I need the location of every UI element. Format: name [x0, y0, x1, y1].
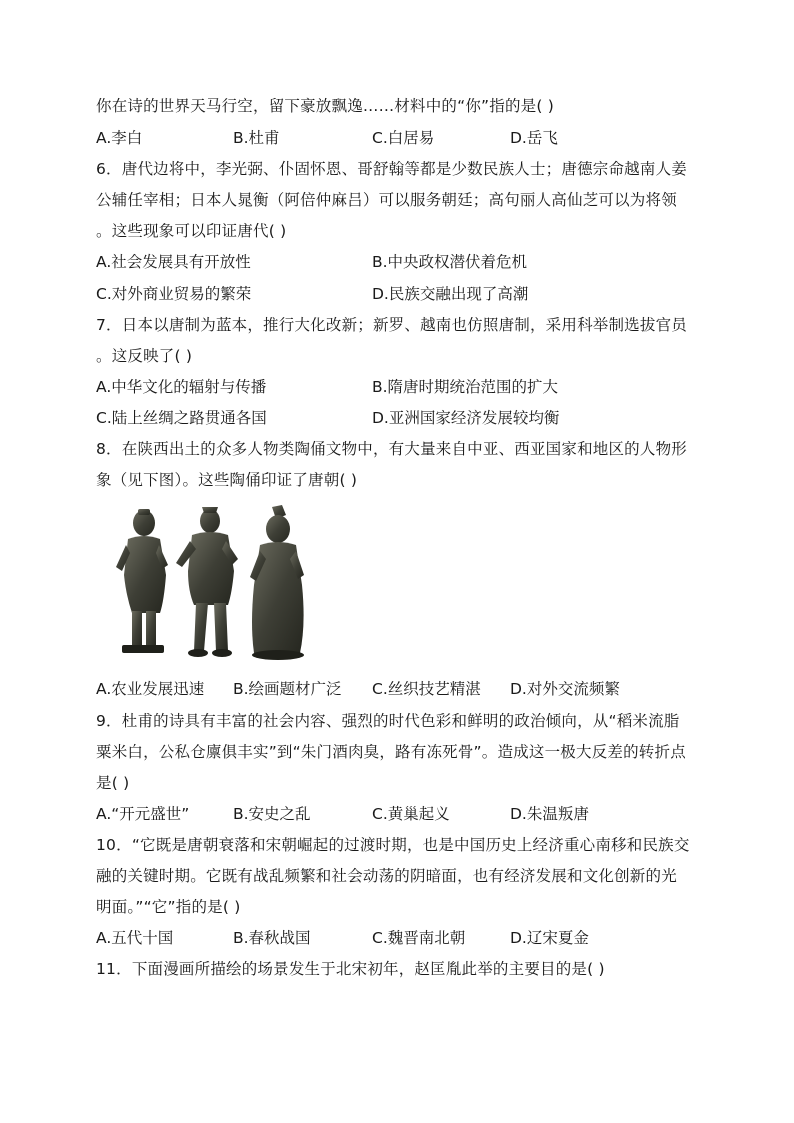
q7-option-a: A.中华文化的辐射与传播	[96, 378, 267, 396]
q9-option-a: A.“开元盛世”	[96, 805, 190, 823]
q10-option-d: D.辽宋夏金	[510, 929, 589, 947]
question-10-line-2: 融的关键时期。它既有战乱频繁和社会动荡的阴暗面，也有经济发展和文化创新的光	[96, 867, 677, 885]
q5-option-c: C.白居易	[372, 129, 435, 147]
q5-option-a: A.李白	[96, 129, 143, 147]
question-7-line-1: 7．日本以唐制为蓝本，推行大化改新；新罗、越南也仿照唐制，采用科举制选拔官员	[96, 316, 687, 334]
q10-option-a: A.五代十国	[96, 929, 174, 947]
q6-option-a: A.社会发展具有开放性	[96, 253, 251, 271]
question-9-line-1: 9．杜甫的诗具有丰富的社会内容、强烈的时代色彩和鲜明的政治倾向，从“稻米流脂	[96, 712, 680, 730]
q8-option-b: B.绘画题材广泛	[233, 680, 342, 698]
question-8-line-2: 象（见下图）。这些陶俑印证了唐朝( )	[96, 471, 358, 489]
q5-option-d: D.岳飞	[510, 129, 558, 147]
question-5-stem: 你在诗的世界天马行空，留下豪放飘逸……材料中的“你”指的是( )	[96, 97, 554, 115]
question-8-line-1: 8．在陕西出土的众多人物类陶俑文物中，有大量来自中亚、西亚国家和地区的人物形	[96, 440, 687, 458]
question-6-line-1: 6．唐代边将中，李光弼、仆固怀恩、哥舒翰等都是少数民族人士；唐德宗命越南人姜	[96, 160, 687, 178]
question-9-line-2: 粟米白，公私仓廪俱丰实”到“朱门酒肉臭，路有冻死骨”。造成这一极大反差的转折点	[96, 743, 686, 761]
q7-option-c: C.陆上丝绸之路贯通各国	[96, 409, 267, 427]
q8-option-d: D.对外交流频繁	[510, 680, 620, 698]
q6-option-c: C.对外商业贸易的繁荣	[96, 285, 252, 303]
question-10-line-1: 10．“它既是唐朝衰落和宋朝崛起的过渡时期，也是中国历史上经济重心南移和民族交	[96, 836, 690, 854]
question-6-line-3: 。这些现象可以印证唐代( )	[96, 222, 287, 240]
question-9-line-3: 是( )	[96, 774, 130, 792]
q6-option-b: B.中央政权潜伏着危机	[372, 253, 528, 271]
q5-option-b: B.杜甫	[233, 129, 280, 147]
figurine-3	[250, 505, 304, 660]
q7-option-d: D.亚洲国家经济发展较均衡	[372, 409, 560, 427]
q9-option-d: D.朱温叛唐	[510, 805, 589, 823]
question-11-line-1: 11．下面漫画所描绘的场景发生于北宋初年，赵匡胤此举的主要目的是( )	[96, 960, 605, 978]
q9-option-b: B.安史之乱	[233, 805, 311, 823]
q8-option-a: A.农业发展迅速	[96, 680, 205, 698]
question-10-line-3: 明面。”“它”指的是( )	[96, 898, 241, 916]
q8-option-c: C.丝织技艺精湛	[372, 680, 481, 698]
q10-option-c: C.魏晋南北朝	[372, 929, 466, 947]
pottery-figurines-image	[104, 505, 334, 665]
q10-option-b: B.春秋战国	[233, 929, 311, 947]
q7-option-b: B.隋唐时期统治范围的扩大	[372, 378, 559, 396]
question-6-line-2: 公辅任宰相；日本人晁衡（阿倍仲麻吕）可以服务朝廷；高句丽人高仙芝可以为将领	[96, 191, 677, 209]
q9-option-c: C.黄巢起义	[372, 805, 450, 823]
figurine-2	[176, 507, 238, 657]
figurine-1	[116, 509, 168, 653]
question-7-line-2: 。这反映了( )	[96, 347, 193, 365]
q6-option-d: D.民族交融出现了高潮	[372, 285, 529, 303]
